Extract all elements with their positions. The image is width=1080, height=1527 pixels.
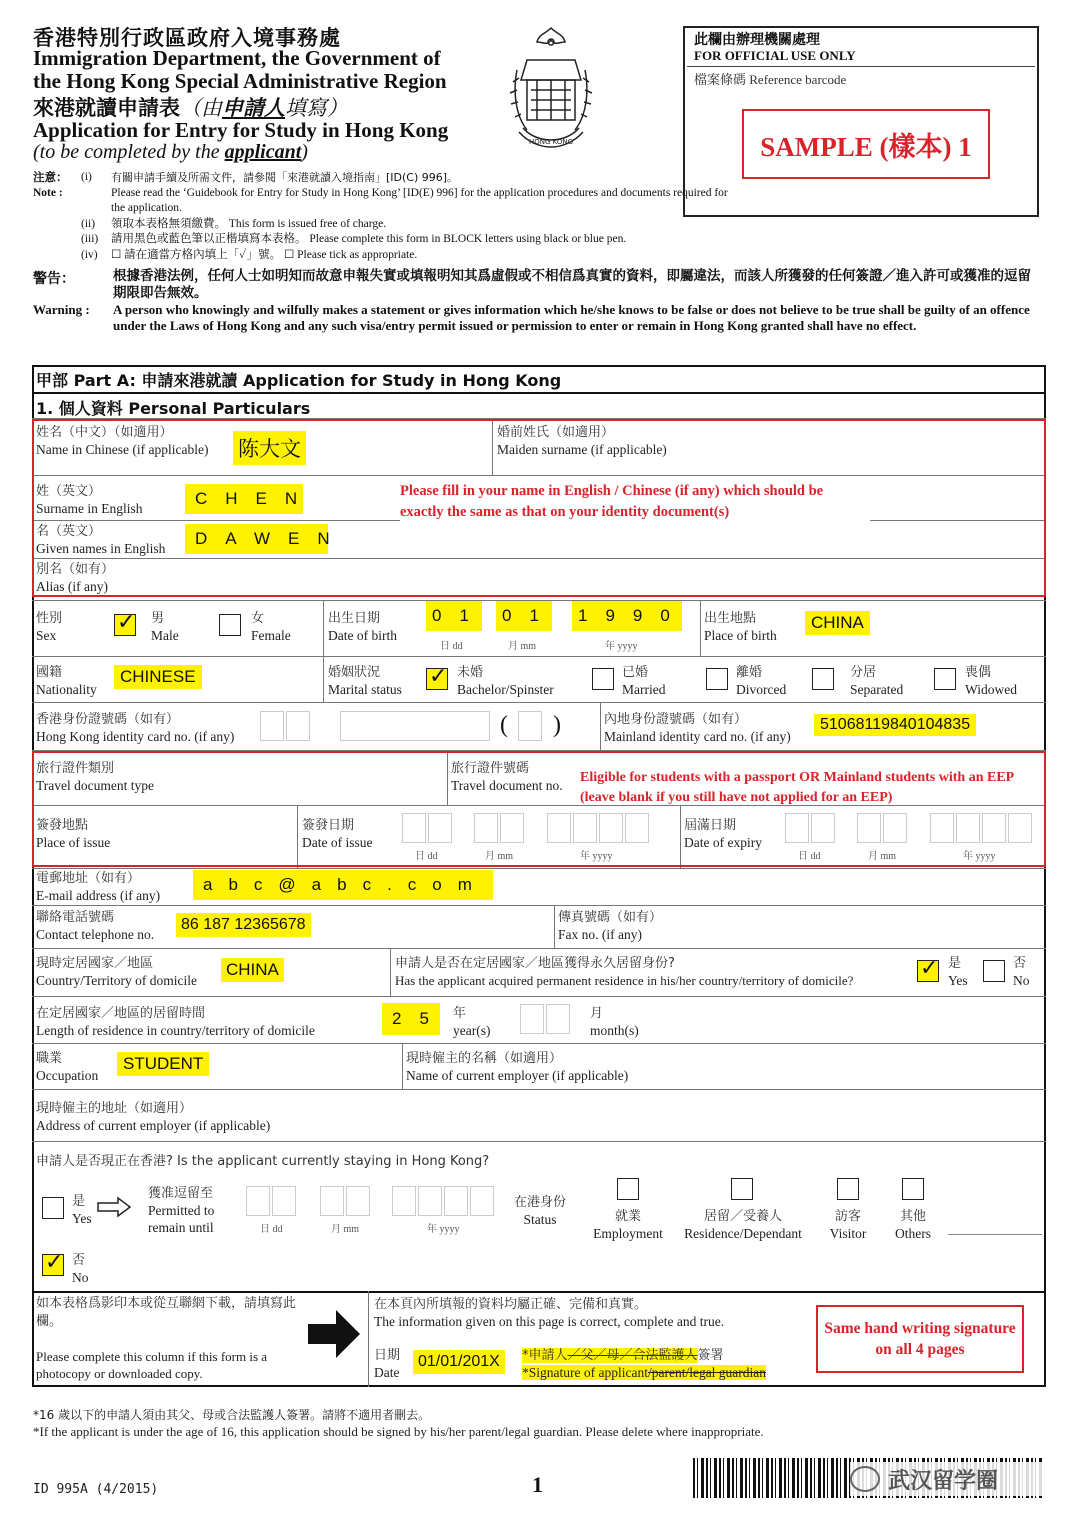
in-hk-no-checkbox[interactable] [42,1254,64,1276]
official-use-cn: 此欄由辦理機關處理 [694,32,820,48]
months-label: 月 month(s) [590,1006,639,1038]
status-label: 在港身份 Status [514,1195,567,1227]
email-label: 電郵地址（如有） E-mail address (if any) [36,871,161,903]
date-of-expiry-label: 屆滿日期 Date of expiry [684,818,762,850]
divorced-checkbox[interactable] [706,668,728,690]
residence-length-label: 在定居國家／地區的居留時間 Length of residence in country/territory of domicile [36,1006,315,1038]
svg-text:HONG KONG: HONG KONG [528,138,574,146]
issue-yyyy-caption: 年 yyyy [580,851,613,862]
warning-text-en: A person who knowingly and wilfully makes a statement or gives information which he/she knows to be false or does not believe to be true shall be guilty of an offence under the Laws of Hong Kong and any such visa/entry permit issued or permission to enter or remain in Hong Kong granted shall have no effect. [113,302,1030,333]
date-label: 日期 Date [374,1348,401,1380]
td-type-label: 旅行證件類別 Travel document type [36,761,154,793]
bachelor-checkbox[interactable] [426,668,448,690]
form-id: ID 995A (4/2015) [33,1482,159,1497]
dd-caption: 日 dd [440,641,463,652]
residence-label: 居留／受養人 Residence/Dependant [684,1209,802,1241]
warning-label-cn: 警告： [33,271,75,287]
visitor-checkbox[interactable] [837,1178,859,1200]
chat-logo-icon [850,1466,880,1492]
reference-barcode-label: 檔案條碼 Reference barcode [694,72,847,87]
perm-no-label: 否 No [1013,956,1030,988]
declaration: 在本頁內所填報的資料均屬正確、完備和真實。 The information given on this page is correct, complete and true. [374,1297,725,1329]
occupation-value[interactable]: STUDENT [117,1052,209,1076]
declaration-date-value[interactable]: 01/01/201X [413,1350,505,1374]
others-checkbox[interactable] [902,1178,924,1200]
perm-yes-checkbox[interactable] [917,960,939,982]
female-checkbox[interactable] [219,614,241,636]
residence-checkbox[interactable] [731,1178,753,1200]
married-label: 已婚 Married [622,665,666,697]
mm-caption: 月 mm [508,641,537,652]
in-hk-no-label: 否 No [72,1253,89,1285]
dept-name-en-2: the Hong Kong Special Administrative Region [33,69,447,93]
others-label: 其他 Others [895,1209,931,1241]
permanent-residence-question: 申請人是否在定居國家／地區獲得永久居留身份? Has the applicant acquired permanent residence in his/her country/territory of domicile? [395,956,854,988]
pob-value[interactable]: CHINA [805,611,870,635]
footer-note-cn: *16 歲以下的申請人須由其父、母或合法監護人簽署。請將不適用者刪去。 [33,1408,431,1422]
mainland-id-label: 內地身份證號碼（如有） Mainland identity card no. (if any) [604,712,791,744]
employment-label: 就業 Employment [593,1209,663,1241]
separated-label: 分居 Separated [850,665,904,697]
page-number: 1 [532,1472,543,1497]
arrow-right-icon [96,1196,132,1218]
expiry-dd-caption: 日 dd [798,851,821,862]
married-checkbox[interactable] [592,668,614,690]
widowed-label: 喪偶 Widowed [965,665,1017,697]
nationality-value[interactable]: CHINESE [114,665,202,689]
domicile-label: 現時定居國家／地區 Country/Territory of domicile [36,956,198,988]
part-a-title: 甲部 Part A: 申請來港就讀 Application for Study in Hong Kong [36,371,562,390]
in-hk-question: 申請人是否現正在香港? Is the applicant currently staying in Hong Kong? [36,1154,490,1169]
employer-address-label: 現時僱主的地址（如適用） Address of current employer (if applicable) [36,1101,271,1133]
given-names-value[interactable]: DAWEN [185,524,328,554]
dob-year[interactable]: 1990 [572,601,682,631]
issue-mm-caption: 月 mm [485,851,514,862]
until-dd-caption: 日 dd [260,1224,283,1235]
warning-text-cn: 根據香港法例，任何人士如明知而故意申報失實或填報明知其爲虛假或不相信爲真實的資料，即屬違法，而該人所獲發的任何簽證／進入許可或獲准的逗留期限即告無效。 [113,268,1031,301]
issue-dd-caption: 日 dd [415,851,438,862]
until-yyyy-caption: 年 yyyy [427,1224,460,1235]
travel-doc-note: Eligible for students with a passport OR Mainland students with an EEP (leave blank if you still have not applied for an EEP) [580,770,1014,805]
hkid-paren-left: ( [500,712,508,738]
signature-note: Same hand writing signature on all 4 pages [824,1320,1016,1358]
maiden-surname-label: 婚前姓氏（如適用） Maiden surname (if applicable) [497,425,667,457]
emblem-icon [497,20,605,152]
surname-label: 姓（英文） Surname in English [36,484,143,516]
footer-note-en: *If the applicant is under the age of 16, this application should be signed by his/her parent/legal guardian. Please delete where inappropriate. [33,1424,764,1439]
occupation-label: 職業 Occupation [36,1051,99,1083]
dob-label: 出生日期 Date of birth [328,611,397,643]
mainland-id-value[interactable]: 51068119840104835 [814,714,976,736]
sex-label: 性別 Sex [36,611,63,643]
visitor-label: 訪客 Visitor [829,1209,867,1241]
nationality-label: 國籍 Nationality [36,665,97,697]
pob-label: 出生地點 Place of birth [704,611,777,643]
years-label: 年 year(s) [453,1006,491,1038]
residence-years-value[interactable]: 25 [382,1003,440,1035]
dob-month[interactable]: 01 [496,601,552,631]
td-number-label: 旅行證件號碼 Travel document no. [451,761,563,793]
bachelor-label: 未婚 Bachelor/Spinster [457,665,554,697]
form-title-cn: 來港就讀申請表（由申請人填寫） [33,96,348,120]
dob-day[interactable]: 01 [426,601,482,631]
female-label: 女 Female [251,611,291,643]
hkid-paren-right: ) [553,712,561,738]
name-cn-label: 姓名（中文）（如適用） Name in Chinese (if applicable) [36,425,209,457]
widowed-checkbox[interactable] [934,668,956,690]
in-hk-yes-checkbox[interactable] [42,1197,64,1219]
official-use-en: FOR OFFICIAL USE ONLY [694,48,856,63]
perm-yes-label: 是 Yes [948,956,968,988]
date-of-issue-label: 簽發日期 Date of issue [302,818,373,850]
sample-stamp: SAMPLE (樣本) 1 [742,109,990,179]
domicile-value[interactable]: CHINA [221,958,284,982]
dept-name-cn: 香港特別行政區政府入境事務處 [33,26,341,50]
section-1-title: 1. 個人資料 Personal Particulars [36,399,311,418]
divorced-label: 離婚 Divorced [736,665,787,697]
perm-no-checkbox[interactable] [983,960,1005,982]
expiry-yyyy-caption: 年 yyyy [963,851,996,862]
expiry-mm-caption: 月 mm [868,851,897,862]
photocopy-note-en: Please complete this column if this form is a photocopy or downloaded copy. [36,1349,268,1381]
name-cn-value[interactable]: 陈大文 [233,431,306,465]
notes: 注意： (i) 有關申請手續及所需文件，請參閱「來港就讀入境指南」[ID(C) 996]。 Note : Please read the ‘Guidebook for Entry for Study in Hong Kong’ [ID(E) 996] for the application procedures and documents required for the application. (ii) 領取本表格無須繳費。 This form is issued free of charge. (iii) 請用黑色或藍色筆以正楷填寫本表格。 Please complete this form in BLOCK letters using black or blue pen. (iv) ☐ 請在適當方格內填上「✓」號。 ☐ Please tick as appropriate. [33,170,728,261]
male-checkbox[interactable] [114,614,136,636]
alias-label: 別名（如有） Alias (if any) [36,562,115,594]
until-mm-caption: 月 mm [331,1224,360,1235]
fax-label: 傳真號碼（如有） Fax no. (if any) [558,910,663,942]
signature-label: *申請人／父／母／合法監護人簽署 *Signature of applicant/parent/legal guardian [522,1348,767,1380]
employer-name-label: 現時僱主的名稱（如適用） Name of current employer (if applicable) [406,1051,629,1083]
telephone-value[interactable]: 86 187 12365678 [176,913,311,937]
permitted-until-label: 獲准逗留至 Permitted to remain until [148,1186,215,1235]
watermark: 武汉留学圈 [850,1462,1045,1496]
dept-name-en-1: Immigration Department, the Government of [33,46,441,70]
warning-label-en: Warning : [33,302,90,317]
given-names-label: 名（英文） Given names in English [36,524,166,556]
arrow-right-bold-icon [306,1308,362,1360]
completed-by: (to be completed by the applicant) [33,141,308,163]
hkid-label: 香港身份證號碼（如有） Hong Kong identity card no. (if any) [36,712,235,744]
name-instruction-note: Please fill in your name in English / Chinese (if any) which should be exactly the same as that on your identity document(s) [400,481,870,523]
form-title-en: Application for Entry for Study in Hong Kong [33,118,449,142]
marital-label: 婚姻狀況 Marital status [328,665,402,697]
male-label: 男 Male [151,611,179,643]
place-of-issue-label: 簽發地點 Place of issue [36,818,111,850]
surname-value[interactable]: CHEN [185,484,303,514]
yyyy-caption: 年 yyyy [605,641,638,652]
telephone-label: 聯絡電話號碼 Contact telephone no. [36,910,155,942]
separated-checkbox[interactable] [812,668,834,690]
photocopy-note-cn: 如本表格爲影印本或從互聯網下載，請填寫此欄。 [36,1296,297,1329]
email-value[interactable]: abc@abc.com [193,870,493,900]
employment-checkbox[interactable] [617,1178,639,1200]
in-hk-yes-label: 是 Yes [72,1194,92,1226]
